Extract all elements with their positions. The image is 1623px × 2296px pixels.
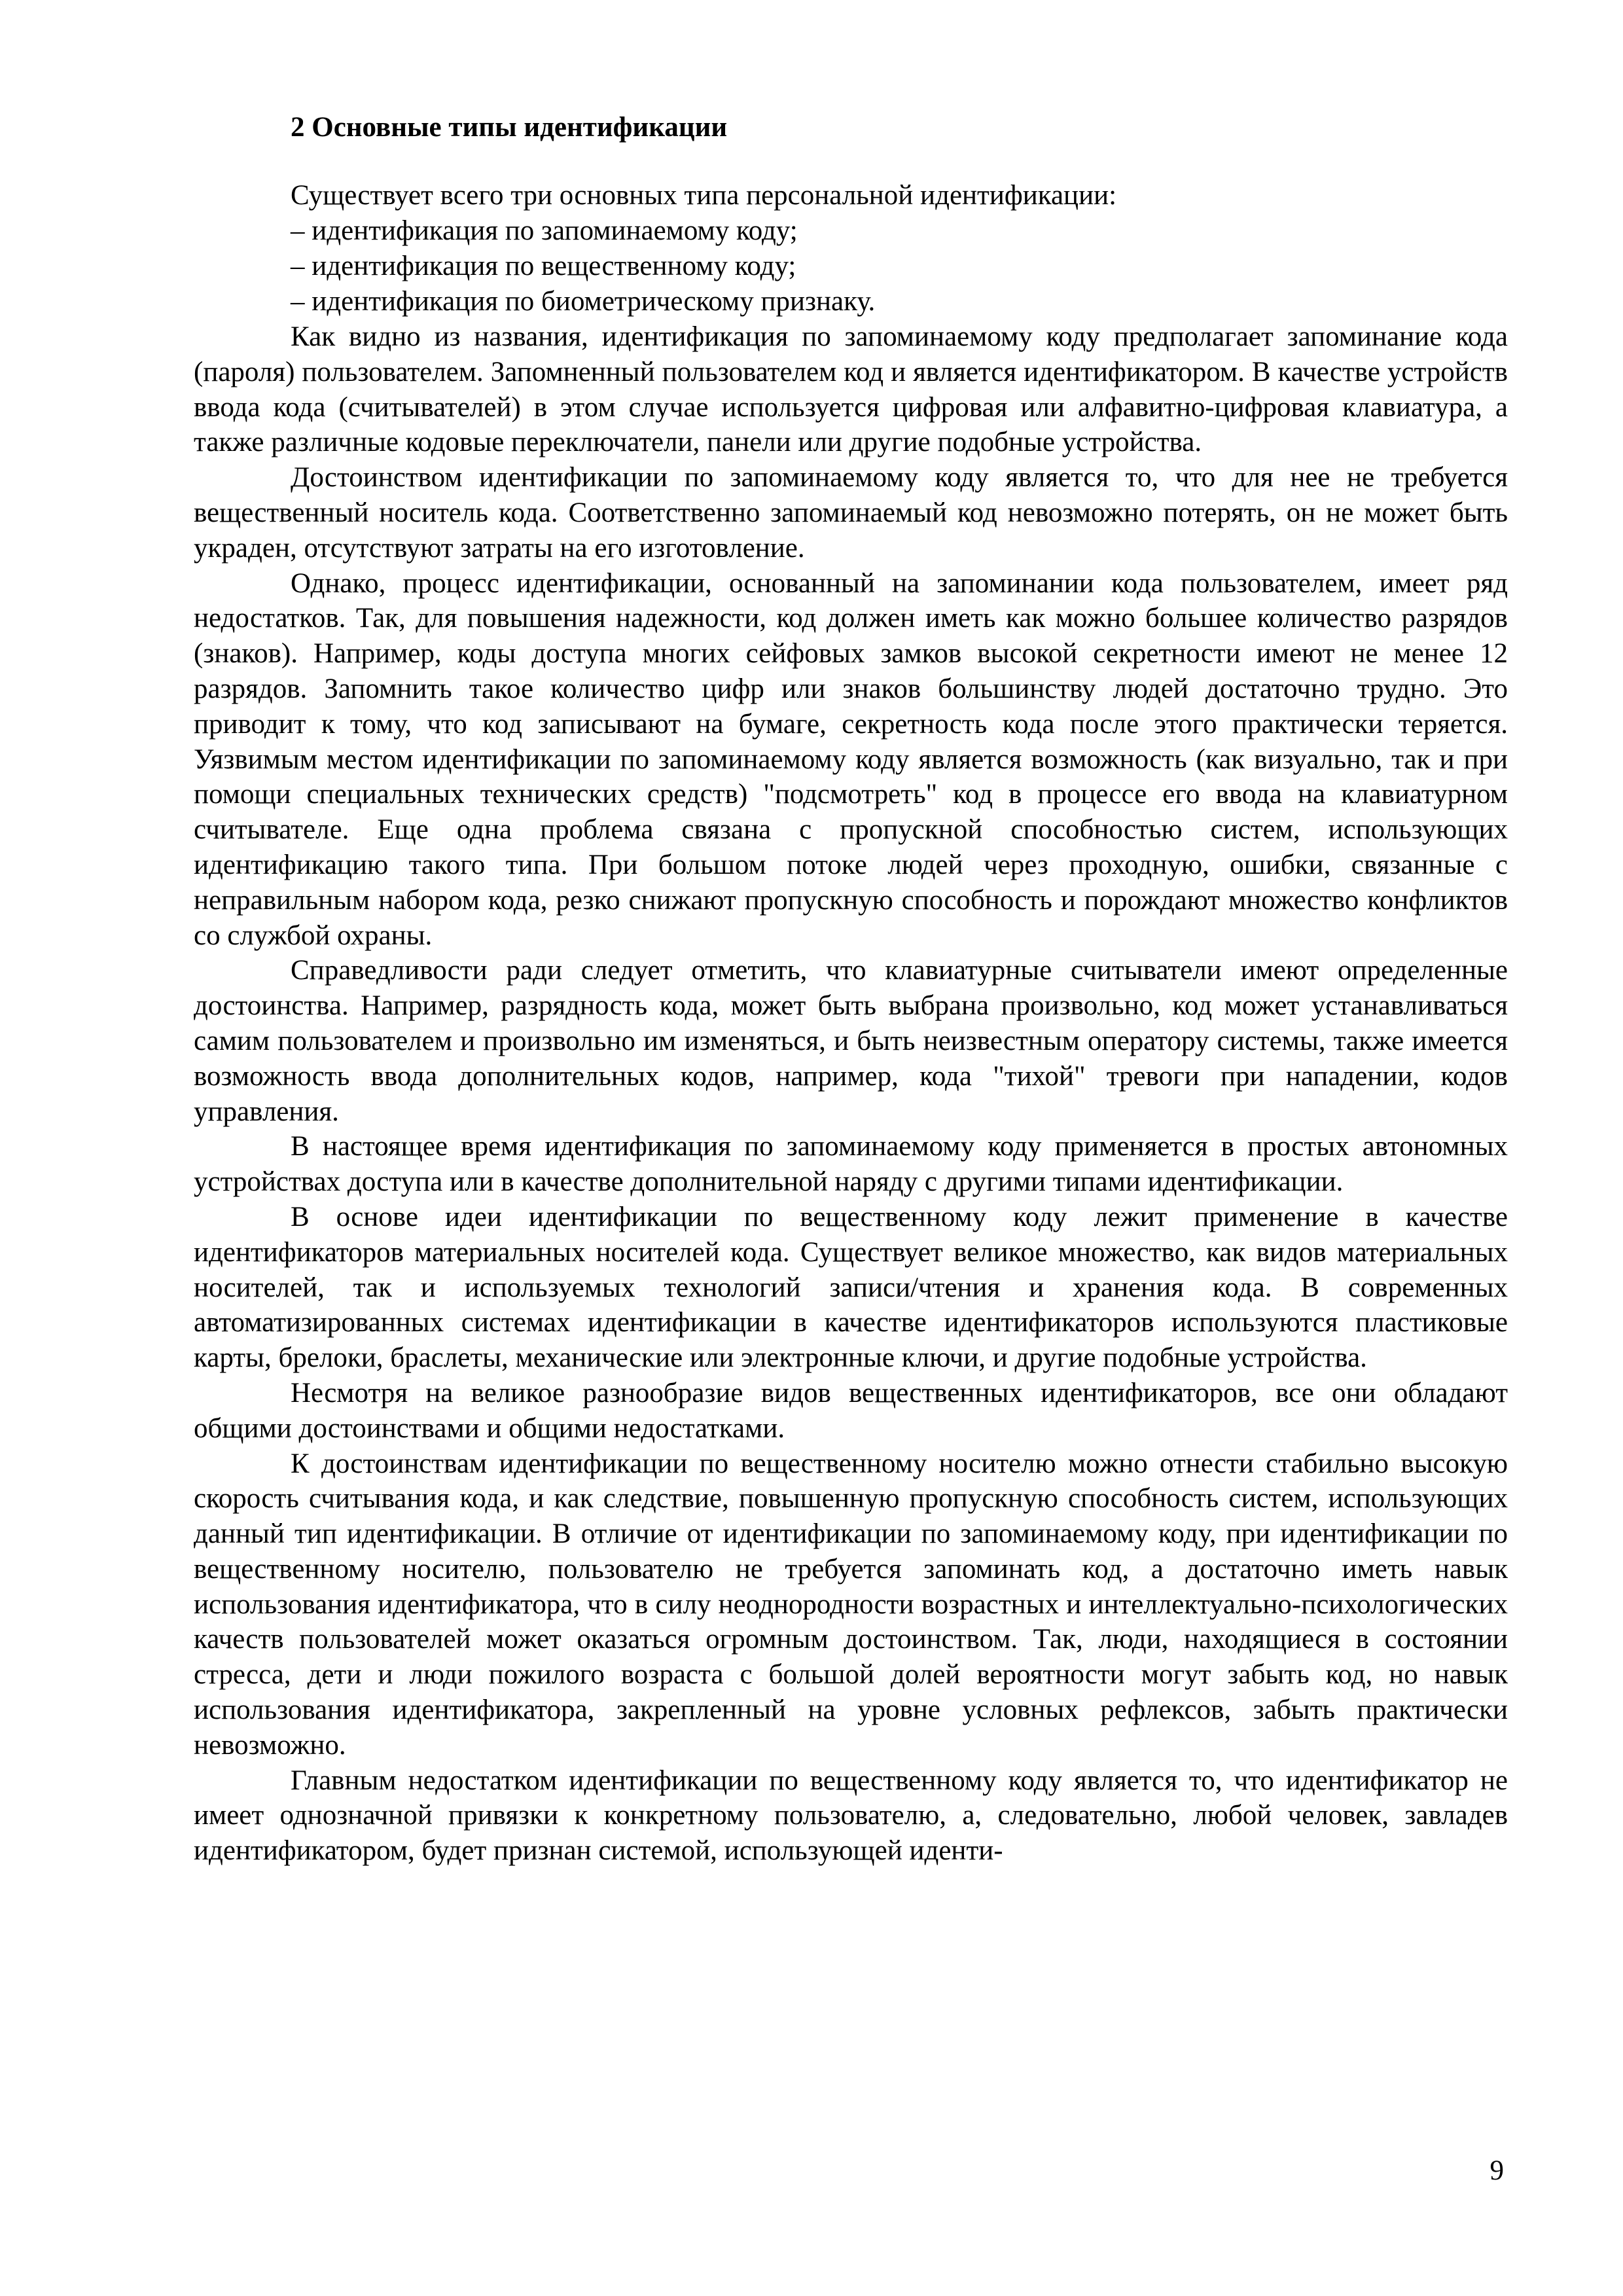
body-paragraph: Главным недостатком идентификации по вещественному коду является то, что идентификатор не имеет однозначной привязки к конкретному пользователю, а, следовательно, любой человек, завладев идентификатором, будет признан системой, использующей иденти- <box>194 1765 1508 1867</box>
page-number: 9 <box>1489 2155 1504 2186</box>
list-item: – идентификация по вещественному коду; <box>291 251 796 281</box>
identification-types-list <box>194 213 1508 319</box>
body-paragraph: Достоинством идентификации по запоминаемому коду является то, что для нее не требуется вещественный носитель кода. Соответственно запоминаемый код невозможно потерять, он не может быть украден, отсутствуют затраты на его изготовление. <box>194 462 1508 564</box>
body-paragraph: В настоящее время идентификация по запоминаемому коду применяется в простых автономных устройствах доступа или в качестве дополнительной наряду с другими типами идентификации. <box>194 1131 1508 1198</box>
list-item: – идентификация по биометрическому признаку. <box>291 286 876 317</box>
body-paragraph: Справедливости ради следует отметить, что клавиатурные считыватели имеют определенные достоинства. Например, разрядность кода, может быть выбрана произвольно, код может устанавливаться самим пользователем и произвольно им изменяться, и быть неизвестным оператору системы, также имеется возможность ввода дополнительных кодов, например, кода "тихой" тревоги при нападении, кодов управления. <box>194 955 1508 1127</box>
body-paragraph: Как видно из названия, идентификация по запоминаемому коду предполагает запоминание кода (пароля) пользователем. Запомненный пользователем код и является идентификатором. В качестве устройств ввода кода (считывателей) в этом случае используется цифровая или алфавитно-цифровая клавиатура, а также различные кодовые переключатели, панели или другие подобные устройства. <box>194 321 1508 458</box>
body-paragraph: Несмотря на великое разнообразие видов вещественных идентификаторов, все они обладают общими достоинствами и общими недостатками. <box>194 1377 1508 1444</box>
body-paragraph: Однако, процесс идентификации, основанный на запоминании кода пользователем, имеет ряд недостатков. Так, для повышения надежности, код должен иметь как можно большее количество разрядов (знаков). Например, коды доступа многих сейфовых замков высокой секретности имеют не менее 12 разрядов. Запомнить такое количество цифр или знаков большинству людей достаточно трудно. Это приводит к тому, что код записывают на бумаге, секретность кода после этого практически теряется. Уязвимым местом идентификации по запоминаемому коду является возможность (как визуально, так и при помощи специальных технических средств) "подсмотреть" код в процессе его ввода на клавиатурном считывателе. Еще одна проблема связана с пропускной способностью систем, использующих идентификацию такого типа. При большом потоке людей через проходную, ошибки, связанные с неправильным набором кода, резко снижают пропускную способность и порождают множество конфликтов со службой охраны. <box>194 567 1508 951</box>
intro-paragraph: Существует всего три основных типа персональной идентификации: <box>291 180 1117 211</box>
body-paragraph: В основе идеи идентификации по вещественному коду лежит применение в качестве идентификаторов материальных носителей кода. Существует великое множество, как видов материальных носителей, так и используемых технологий записи/чтения и хранения кода. В современных автоматизированных системах идентификации в качестве идентификаторов используются пластиковые карты, брелоки, браслеты, механические или электронные ключи, и другие подобные устройства. <box>194 1201 1508 1374</box>
list-item: – идентификация по запоминаемому коду; <box>291 215 798 246</box>
body-paragraph: К достоинствам идентификации по вещественному носителю можно отнести стабильно высокую скорость считывания кода, и как следствие, повышенную пропускную способность систем, использующих данный тип идентификации. В отличие от идентификации по запоминаемому коду, при идентификации по вещественному носителю, пользователю не требуется запоминать код, а достаточно иметь навык использования идентификатора, что в силу неоднородности возрастных и интеллектуально-психологических качеств пользователей может оказаться огромным достоинством. Так, люди, находящиеся в состоянии стресса, дети и люди пожилого возраста с большой долей вероятности могут забыть код, но навык использования идентификатора, закрепленный на уровне условных рефлексов, забыть практически невозможно. <box>194 1448 1508 1761</box>
page-content <box>194 110 1508 1869</box>
section-heading: 2 Основные типы идентификации <box>291 112 728 143</box>
